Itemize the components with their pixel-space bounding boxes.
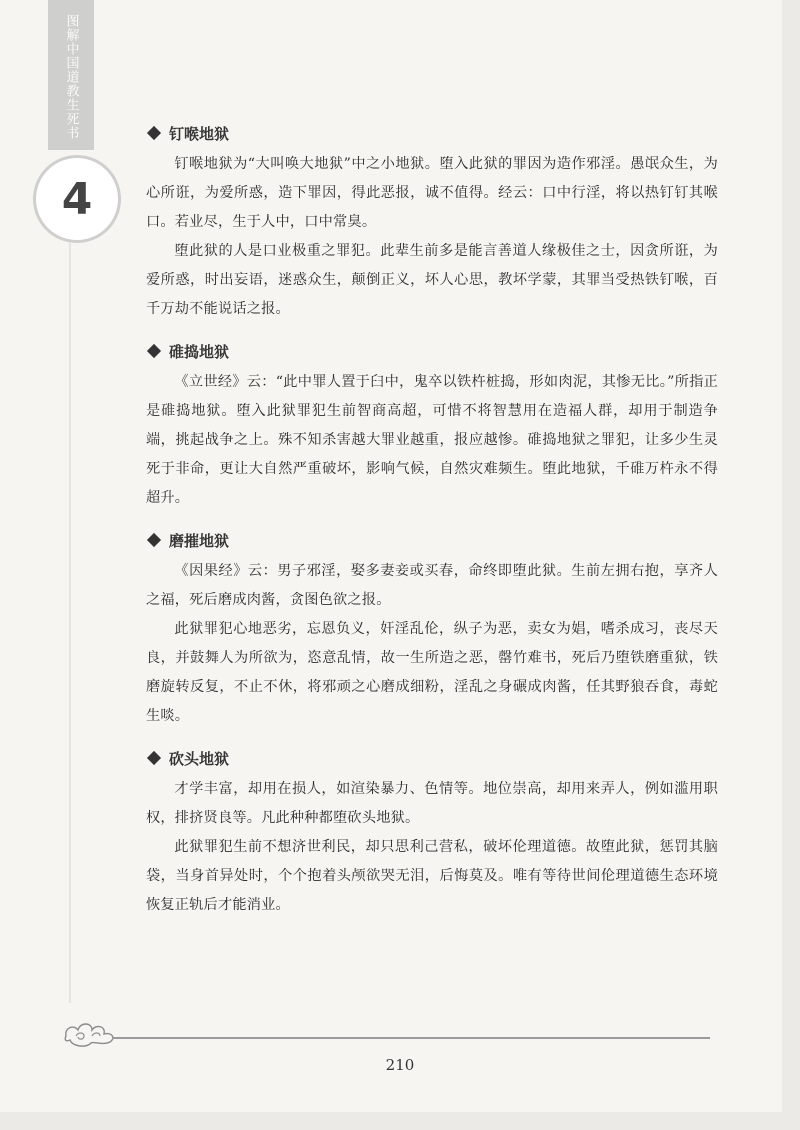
diamond-bullet-icon [147,751,161,765]
diamond-bullet-icon [147,533,161,547]
section-heading [146,743,718,773]
main-content [146,118,718,932]
section-title: 钉喉地狱 [169,124,230,143]
diamond-bullet-icon [147,126,161,140]
chapter-badge [33,155,121,243]
page-number: 210 [385,1056,415,1074]
paragraph: 堕此狱的人是口业极重之罪犯。此辈生前多是能言善道人缘极佳之士，因贪所诳，为爱所惑，时出妄语，迷惑众生，颠倒正义，坏人心思，教坏学蒙，其罪当受热铁钉喉，百千万劫不能说话之报。 [146,243,718,317]
side-divider [69,243,71,1003]
paragraph: 此狱罪犯生前不想济世利民，却只思利己营私，破坏伦理道德。故堕此狱，惩罚其脑袋，当身首异处时，个个抱着头颅欲哭无泪，后悔莫及。唯有等待世间伦理道德生态环境恢复正轨后才能消业。 [146,839,718,913]
section-duidao [146,336,718,513]
section-heading [146,336,718,366]
paragraph: 《因果经》云：男子邪淫，娶多妻妾或买春，命终即堕此狱。生前左拥右抱，享齐人之福，死后磨成肉酱，贪图色欲之报。 [146,563,718,608]
paragraph: 才学丰富，却用在损人，如渲染暴力、色情等。地位崇高，却用来弄人，例如滥用职权，排挤贤良等。凡此种种都堕砍头地狱。 [146,781,718,826]
section-title: 磨摧地狱 [169,531,230,550]
section-kantou [146,743,718,920]
section-heading [146,118,718,148]
section-title: 碓捣地狱 [169,342,230,361]
paragraph: 此狱罪犯心地恶劣，忘恩负义，奸淫乱伦，纵子为恶，卖女为娼，嗜杀成习，丧尽天良，并鼓舞人为所欲为，恣意乱情，故一生所造之恶，罄竹难书，死后乃堕铁磨重狱，铁磨旋转反复，不止不休，将邪顽之心磨成细粉，淫乱之身碾成肉酱，任其野狼吞食，毒蛇生啖。 [146,621,718,724]
footer-rule [112,1037,710,1039]
paragraph: 《立世经》云：“此中罪人置于臼中，鬼卒以铁杵桩捣，形如肉泥，其惨无比。”所指正是碓捣地狱。堕入此狱罪犯生前智商高超，可惜不将智慧用在造福人群，却用于制造争端，挑起战争之上。殊不知杀害越大罪业越重，报应越惨。碓捣地狱之罪犯，让多少生灵死于非命，更让大自然严重破坏，影响气候，自然灾难频生。堕此地狱，千碓万杵永不得超升。 [146,374,718,506]
section-mocui [146,525,718,731]
book-title: 图解中国道教生死书 [63,14,79,140]
cloud-ornament-icon [62,1018,118,1048]
diamond-bullet-icon [147,344,161,358]
chapter-side-tab [48,0,94,150]
section-dinghou [146,118,718,324]
chapter-number: 4 [61,173,93,225]
section-title: 砍头地狱 [169,749,230,768]
section-heading [146,525,718,555]
paragraph: 钉喉地狱为“大叫唤大地狱”中之小地狱。堕入此狱的罪因为造作邪淫。愚氓众生，为心所诳，为爱所惑，造下罪因，得此恶报，诚不值得。经云：口中行淫，将以热钉钉其喉口。若业尽，生于人中，口中常臭。 [146,156,718,230]
